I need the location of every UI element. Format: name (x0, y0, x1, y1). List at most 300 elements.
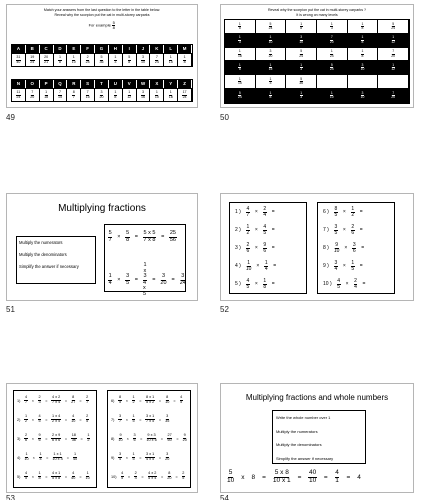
fraction (351, 207, 355, 218)
fraction (86, 56, 90, 64)
denominator: 5 (86, 419, 89, 423)
denominator: 10 (299, 39, 304, 44)
slide-number: 51 (6, 305, 15, 314)
value-cell (164, 88, 178, 101)
numerator: 4 x 1 (52, 471, 61, 476)
operator: × (31, 398, 34, 403)
operator: × (256, 263, 260, 269)
denominator: 3 (238, 39, 241, 44)
fraction (330, 64, 334, 72)
fraction (308, 470, 316, 484)
denominator: 24 (237, 95, 242, 100)
operator: = (45, 474, 48, 479)
numerator: 1 (86, 471, 89, 476)
fraction (114, 56, 117, 64)
operator: = (64, 474, 68, 479)
denominator: 20 (391, 95, 396, 100)
numerator: 1 (108, 273, 112, 279)
value-cell (95, 53, 109, 66)
letter-table-row-1 (11, 44, 193, 67)
denominator: 6 x 6 (52, 438, 61, 442)
denominator: 12 (127, 94, 132, 99)
fraction (141, 91, 145, 99)
fraction (269, 23, 273, 31)
fraction (24, 472, 27, 481)
fraction (334, 243, 340, 254)
fraction (238, 50, 242, 58)
denominator: 56 (169, 236, 176, 243)
value-cell (81, 53, 95, 66)
fraction (118, 415, 121, 424)
fraction (391, 23, 395, 31)
denominator: 5 (337, 283, 340, 290)
operator: = (64, 436, 68, 441)
letter-cell: J (137, 45, 151, 53)
question-item (318, 257, 394, 275)
numerator: 5 x 8 (274, 469, 289, 476)
denominator: 24 (268, 25, 273, 30)
numerator: 1 (269, 90, 272, 95)
fraction (73, 453, 77, 462)
fraction (132, 396, 135, 405)
fraction (125, 231, 129, 243)
fraction (330, 50, 334, 58)
value-cell (123, 53, 137, 66)
numerator: 20 (44, 54, 49, 59)
fraction (238, 23, 241, 31)
answer-cell (317, 61, 348, 75)
denominator: 4 (39, 457, 42, 461)
fraction (86, 396, 89, 405)
fraction (354, 279, 358, 290)
numerator: 1 (58, 54, 61, 59)
numerator: 5 (330, 63, 333, 67)
value-cell (150, 88, 164, 101)
operator: × (117, 277, 121, 283)
denominator: 8 (361, 25, 364, 30)
numerator: 31 (16, 54, 21, 59)
numerator: 1 (246, 223, 250, 230)
fraction (132, 453, 135, 462)
step-item: Multiply the denominators (19, 252, 67, 257)
operator: × (254, 281, 258, 287)
worked-examples (104, 224, 186, 297)
step-item: Simplify the answer if necessary (276, 455, 334, 461)
operator: = (45, 398, 48, 403)
fraction (246, 207, 250, 218)
denominator: 8 (183, 59, 186, 64)
numerator: 1 (269, 63, 272, 67)
operator: = (46, 455, 49, 460)
letter-cell: O (26, 80, 40, 88)
numerator: 1 (155, 89, 158, 94)
questions-left (229, 202, 307, 294)
denominator: 5 (334, 211, 338, 218)
answer-item (108, 391, 190, 410)
question-item (318, 275, 394, 293)
answer-cell (225, 34, 256, 48)
fraction (16, 56, 21, 64)
denominator: 8 (238, 67, 241, 72)
fraction (391, 92, 395, 100)
fraction (180, 274, 186, 286)
numerator: 9 (183, 433, 186, 438)
fraction (114, 91, 117, 99)
step-item: Simplify the answer if necessary (19, 264, 79, 269)
numerator: 9 (335, 241, 339, 248)
slide-54[interactable] (220, 383, 414, 493)
denominator: 5 (182, 476, 185, 480)
question-number: 8 ) (323, 245, 329, 251)
answer-cell (378, 20, 409, 34)
numerator: 2 (354, 277, 357, 284)
denominator: 6 (352, 247, 356, 254)
letter-cell: D (54, 45, 68, 53)
numerator: 5 (100, 54, 103, 59)
numerator: 2 (182, 471, 185, 476)
answer-cell (348, 61, 379, 75)
fraction (269, 92, 272, 100)
answer-cell (225, 89, 256, 103)
letter-cell: B (26, 45, 40, 53)
numerator: 27 (167, 433, 172, 438)
fraction (143, 231, 156, 243)
value-cell (95, 88, 109, 101)
denominator: 20 (391, 53, 396, 58)
fraction (132, 415, 135, 424)
answer-grid (224, 19, 410, 104)
answer-cell (317, 75, 348, 89)
denominator: 5 x 4 (148, 476, 157, 480)
fraction (263, 243, 267, 254)
fraction (118, 434, 122, 443)
fraction (118, 453, 121, 462)
letter-cell: N (12, 80, 26, 88)
fraction (51, 472, 60, 481)
denominator: 24 (329, 67, 334, 72)
answer-cell (256, 75, 287, 89)
denominator: 3 (269, 81, 272, 86)
numerator: 7 (330, 35, 333, 40)
denominator: 60 (167, 438, 172, 442)
numerator: 4 (335, 469, 339, 476)
fraction (72, 91, 75, 99)
value-cell (109, 53, 123, 66)
value-cell (26, 88, 40, 101)
denominator: 6 (133, 438, 136, 442)
letter-cell: P (40, 80, 54, 88)
answer-cell (225, 48, 256, 62)
question-number: 2 ) (235, 227, 241, 233)
question-number: 3) (17, 436, 21, 441)
numerator: 3 (133, 433, 136, 438)
operator: = (45, 417, 48, 422)
denominator: 8 (361, 39, 364, 44)
question-item (230, 221, 306, 239)
slide-50[interactable] (220, 4, 414, 108)
slide-51[interactable] (6, 193, 198, 301)
steps-list (16, 236, 96, 284)
operator: = (160, 436, 163, 441)
fraction (238, 92, 242, 100)
numerator: 5 (269, 21, 272, 26)
numerator: 4 x 2 (52, 395, 61, 400)
numerator: 4 (337, 277, 340, 284)
denominator: 4 (263, 211, 267, 218)
operator: = (362, 281, 366, 287)
letter-cell: Q (54, 80, 68, 88)
denominator: 20 (99, 94, 104, 99)
numerator: 1 (351, 205, 355, 212)
slide-number: 49 (6, 113, 15, 122)
operator: = (171, 277, 175, 283)
numerator: 5 (126, 230, 130, 236)
denominator: 10 (141, 59, 146, 64)
question-number: 5) (17, 474, 21, 479)
slide-number: 53 (6, 494, 15, 500)
numerator: 1 (73, 452, 77, 457)
letter-cell: Y (164, 80, 178, 88)
operator: × (117, 234, 121, 240)
numerator: 1 (87, 433, 90, 438)
numerator: 4 (180, 395, 183, 400)
answer-cell (317, 34, 348, 48)
answer-cell (317, 48, 348, 62)
letter-cell: G (95, 45, 109, 53)
denominator: 3 (300, 67, 303, 72)
fraction (143, 263, 147, 297)
numerator: 9 x 3 (147, 433, 156, 438)
denominator: 24 (182, 94, 187, 99)
answer-cell (286, 61, 317, 75)
slide-52[interactable] (220, 193, 414, 301)
fraction (160, 274, 166, 286)
fraction (269, 78, 272, 86)
fraction (125, 274, 129, 286)
s49-example: For example $\frac{5}{8}$ (88, 20, 115, 30)
numerator: 1 (238, 49, 241, 54)
denominator: 5 x 8 (52, 476, 61, 480)
operator: = (359, 263, 363, 269)
fraction (361, 92, 365, 100)
operator: = (346, 473, 351, 481)
questions-right (317, 202, 395, 294)
fraction (246, 261, 252, 272)
numerator: 1 (361, 49, 364, 54)
denominator: 18 (44, 94, 49, 99)
operator: = (323, 473, 328, 481)
denominator: 6 (24, 438, 28, 442)
denominator: 16 (141, 94, 146, 99)
denominator: 5 (132, 419, 135, 423)
fraction (141, 56, 145, 64)
denominator: 2 (246, 229, 250, 236)
fraction (165, 415, 169, 424)
numerator: 1 (351, 259, 355, 266)
denominator: 1 (335, 476, 339, 484)
worked-calculation (227, 470, 409, 484)
fraction (263, 207, 267, 218)
fraction (145, 396, 154, 405)
operator: × (125, 455, 128, 460)
denominator: 15 (168, 59, 173, 64)
numerator: 1 (183, 54, 186, 59)
numerator: 1 (330, 90, 333, 95)
operator: = (161, 234, 165, 240)
numerator: 3 (100, 89, 103, 94)
numerator: 1 (330, 21, 333, 26)
denominator: 6 (351, 229, 355, 236)
numerator: 3 (142, 54, 145, 59)
fraction (273, 470, 291, 484)
numerator: 7 (58, 89, 61, 94)
fraction (86, 415, 89, 424)
letter-cell: R (67, 80, 81, 88)
fraction (51, 396, 60, 405)
operator: = (297, 473, 302, 481)
fraction (86, 472, 90, 481)
numerator: 1 (392, 35, 395, 40)
numerator: 1 (72, 54, 75, 59)
numerator: 1 x 4 (52, 414, 61, 419)
answer-cell (286, 48, 317, 62)
question-item (230, 203, 306, 221)
denominator: 3 (330, 25, 333, 30)
question-item (318, 239, 394, 257)
denominator: 10 (118, 438, 123, 442)
letter-cell: A (12, 45, 26, 53)
numerator: 4 (246, 205, 250, 212)
denominator: 2 (87, 438, 90, 442)
fraction (182, 472, 185, 481)
fraction (108, 231, 112, 243)
fraction (155, 56, 159, 64)
denominator: 4 (334, 265, 338, 272)
fraction (155, 91, 159, 99)
operator: × (254, 209, 258, 215)
denominator: 8 (300, 25, 303, 30)
numerator: 9 (263, 241, 267, 248)
value-cell (81, 88, 95, 101)
denominator: 10 (360, 95, 365, 100)
denominator: 5 (351, 265, 355, 272)
letter-cell: W (137, 80, 151, 88)
fraction (182, 91, 187, 99)
numerator: 3 (361, 90, 364, 95)
denominator: 10 (71, 419, 76, 423)
letter-cell: V (123, 80, 137, 88)
answer-cell (317, 89, 348, 103)
operator: = (64, 398, 68, 403)
numerator: 7 (392, 90, 395, 95)
numerator: 8 x 1 (146, 395, 155, 400)
denominator: 36 (299, 81, 304, 86)
denominator: 2 (24, 419, 28, 423)
denominator: 24 (299, 53, 304, 58)
denominator: 4 (264, 265, 268, 272)
fraction (30, 56, 35, 64)
denominator: 8 (361, 53, 364, 58)
operator: × (125, 398, 128, 403)
step-item: Multiply the numerators (276, 428, 318, 434)
denominator: 10 (245, 265, 252, 272)
value-cell (178, 53, 192, 66)
answer-cell (256, 34, 287, 48)
denominator: 10 x 6 (146, 438, 157, 442)
denominator: 10 (154, 94, 159, 99)
fraction (165, 453, 169, 462)
numerator: 4 (72, 471, 75, 476)
denominator: 5 (132, 457, 135, 461)
operator: = (152, 277, 156, 283)
slide-number: 50 (220, 113, 229, 122)
question-number: 10) (111, 474, 117, 479)
denominator: 4 x 5 (146, 457, 155, 461)
fraction (118, 396, 121, 405)
denominator: 20 (329, 39, 334, 44)
denominator: 5 (180, 400, 183, 404)
fraction (299, 36, 303, 44)
denominator: 24 (16, 94, 21, 99)
slide-49[interactable] (6, 4, 198, 108)
denominator: 24 (391, 25, 396, 30)
denominator: 15 (237, 81, 242, 86)
fraction (361, 64, 365, 72)
numerator: 1 (300, 21, 303, 26)
numerator: 3 (334, 259, 338, 266)
answer-cell (256, 89, 287, 103)
fraction (246, 225, 250, 236)
numerator: 1 (361, 21, 364, 26)
fraction (263, 225, 267, 236)
denominator: 3 (38, 400, 41, 404)
numerator: 4 (24, 471, 28, 476)
operator: × (254, 245, 258, 251)
numerator: 1 x 3 (143, 262, 147, 279)
numerator: 1 (330, 49, 333, 54)
denominator: 20 (268, 53, 273, 58)
numerator: 19 (30, 54, 35, 59)
answer-item (108, 467, 190, 486)
numerator: 9 (119, 433, 122, 438)
fraction (269, 64, 273, 72)
fraction (238, 64, 241, 72)
step-item: Multiply the denominators (276, 442, 322, 447)
fraction (165, 396, 169, 405)
denominator: 5 (38, 419, 41, 423)
operator: = (79, 417, 82, 422)
operator: × (127, 474, 131, 479)
denominator: 6 (263, 247, 267, 254)
numerator: 7 (86, 89, 89, 94)
numerator: 8 (334, 205, 338, 212)
fraction (38, 472, 41, 481)
numerator: 1 (269, 35, 272, 40)
fraction (134, 472, 137, 481)
answer-cell (348, 89, 379, 103)
numerator: 2 (134, 471, 137, 476)
denominator: 15 (85, 94, 90, 99)
slide-53[interactable] (6, 383, 198, 493)
fraction (169, 91, 173, 99)
question-item (230, 239, 306, 257)
operator: × (31, 436, 34, 441)
numerator: 40 (309, 469, 317, 476)
fraction (391, 64, 395, 72)
numerator: 3 x 1 (146, 452, 155, 457)
fraction (246, 243, 250, 254)
fraction (300, 64, 303, 72)
